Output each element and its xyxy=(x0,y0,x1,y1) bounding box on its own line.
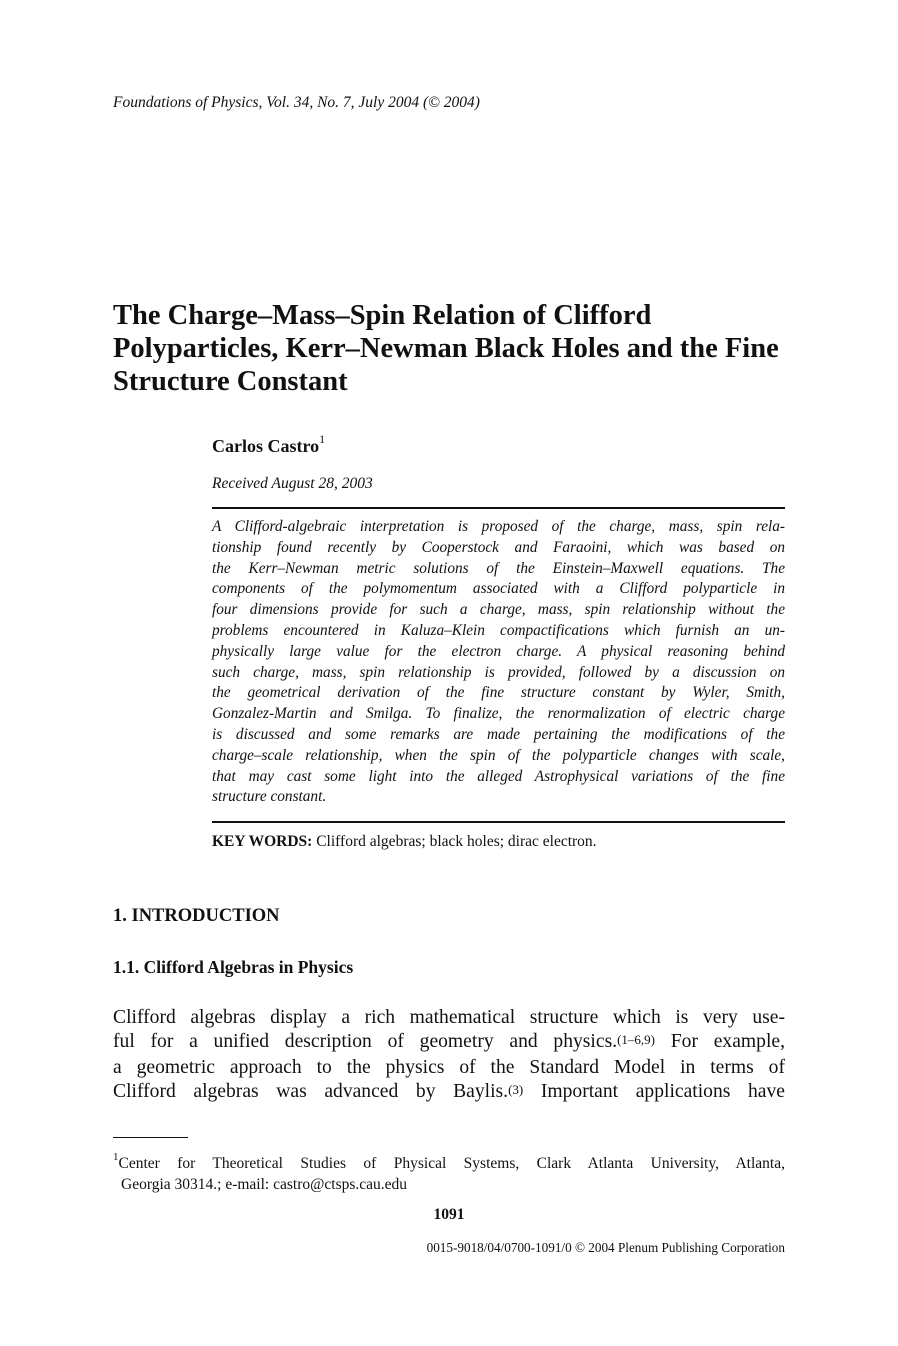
footnote-text: Center for Theoretical Studies of Physical Systems, Clark Atlanta University, Atlanta, xyxy=(118,1155,785,1173)
abstract-line: problems encountered in Kaluza–Klein compactifications which furnish an un- xyxy=(212,621,785,639)
author-line xyxy=(212,434,325,457)
title-line: Polyparticles, Kerr–Newman Black Holes and the Fine xyxy=(113,333,779,364)
body-text-span: Important applications have xyxy=(523,1081,785,1103)
abstract-line: Gonzalez-Martin and Smilga. To finalize, the renormalization of electric charge xyxy=(212,705,785,723)
abstract-line: is discussed and some remarks are made pertaining the modifications of the xyxy=(212,725,785,743)
abstract-line: such charge, mass, spin relationship is provided, followed by a discussion on xyxy=(212,663,785,681)
keywords-text: Clifford algebras; black holes; dirac electron. xyxy=(312,833,597,850)
abstract-line: the Kerr–Newman metric solutions of the Einstein–Maxwell equations. The xyxy=(212,559,785,577)
received-date: Received August 28, 2003 xyxy=(212,475,373,492)
abstract-line: the geometrical derivation of the fine structure constant by Wyler, Smith, xyxy=(212,684,785,702)
footnote-rule xyxy=(113,1137,188,1138)
subsection-heading: 1.1. Clifford Algebras in Physics xyxy=(113,957,354,977)
body-line: Clifford algebras display a rich mathematical structure which is very use- xyxy=(113,1007,785,1028)
body-line: a geometric approach to the physics of the Standard Model in terms of xyxy=(113,1056,785,1078)
footnote-line xyxy=(113,1149,785,1175)
paper-title xyxy=(113,299,813,398)
title-line: The Charge–Mass–Spin Relation of Clifford xyxy=(113,300,652,331)
copyright-line: 0015-9018/04/0700-1091/0 © 2004 Plenum Publishing Corporation xyxy=(426,1240,785,1255)
abstract xyxy=(212,517,785,808)
abstract-line: four dimensions provide for such a charge, mass, spin relationship without the xyxy=(212,601,785,619)
abstract-line: components of the polymomentum associated with a Clifford polyparticle in xyxy=(212,580,785,598)
body-text-span: For example, xyxy=(655,1031,785,1053)
abstract-line: that may cast some light into the alleged Astrophysical variations of the fine xyxy=(212,767,785,785)
body-line xyxy=(113,1030,785,1055)
abstract-line: physically large value for the electron charge. A physical reasoning behind xyxy=(212,642,785,660)
abstract-bottom-rule xyxy=(212,821,785,823)
footnote xyxy=(113,1149,785,1195)
footnote-mark: 1 xyxy=(113,1151,119,1163)
body-text-span: ful for a unified description of geometry and physics. xyxy=(113,1031,618,1053)
body-text xyxy=(113,1006,785,1106)
keywords-label: KEY WORDS: xyxy=(212,833,313,850)
body-text-span: Clifford algebras was advanced by Baylis. xyxy=(113,1081,509,1103)
section-heading: 1. INTRODUCTION xyxy=(113,906,280,926)
abstract-line: A Clifford-algebraic interpretation is proposed of the charge, mass, spin rela- xyxy=(212,518,785,535)
abstract-line: structure constant. xyxy=(212,788,327,806)
journal-header: Foundations of Physics, Vol. 34, No. 7, July 2004 (© 2004) xyxy=(113,94,480,111)
abstract-line: charge–scale relationship, when the spin of the polyparticle changes with scale, xyxy=(212,746,785,764)
author-footnote-mark: 1 xyxy=(319,432,326,446)
body-line xyxy=(113,1080,785,1105)
title-line: Structure Constant xyxy=(113,366,348,397)
page-number: 1091 xyxy=(433,1206,465,1223)
footnote-line: Georgia 30314.; e-mail: castro@ctsps.cau.edu xyxy=(121,1175,408,1193)
abstract-line: tionship found recently by Cooperstock and Faraoini, which was based on xyxy=(212,538,785,556)
citation-ref: (3) xyxy=(508,1082,524,1098)
keywords xyxy=(212,833,597,851)
abstract-top-rule xyxy=(212,507,785,509)
citation-ref: (1–6,9) xyxy=(617,1032,656,1048)
author-name: Carlos Castro xyxy=(212,436,320,456)
